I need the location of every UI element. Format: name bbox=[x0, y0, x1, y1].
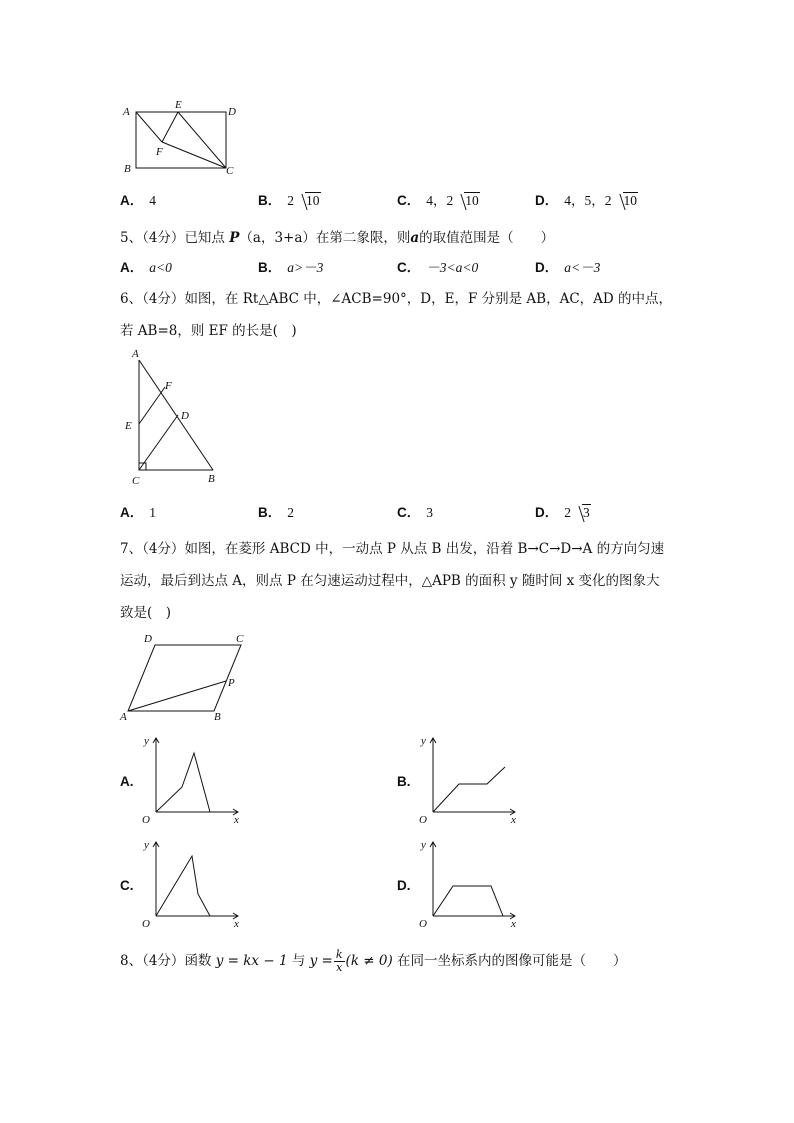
q4-option-a[interactable] bbox=[120, 192, 156, 210]
option-letter: B． bbox=[258, 505, 282, 520]
q4-label-A: A bbox=[123, 106, 130, 118]
option-letter: D． bbox=[535, 260, 559, 275]
q8-stem-c: 在同一坐标系内的图像可能是（ ） bbox=[397, 953, 627, 969]
q8-formula-inverse-lhs: y = bbox=[309, 953, 333, 969]
option-letter: D． bbox=[535, 193, 559, 208]
q6-line1: 如图，在 Rt△ABC 中，∠ACB=90°，D，E，F 分别是 AB，AC，AD 的中点， bbox=[184, 291, 673, 307]
q7-graph-a[interactable] bbox=[138, 732, 248, 824]
q8-stem-b: 与 bbox=[291, 953, 306, 969]
q5-stem-a: 已知点 bbox=[184, 230, 230, 246]
q5-var: a bbox=[410, 230, 420, 246]
q8-stem-a: 函数 bbox=[184, 953, 212, 969]
q6-line-CD bbox=[139, 415, 178, 470]
q6-label-D: D bbox=[181, 410, 189, 422]
q6-stem-line1 bbox=[120, 290, 672, 308]
q7-label-P: P bbox=[228, 677, 235, 689]
q5-stem bbox=[120, 229, 554, 247]
q5-coords: （a，3+a） bbox=[239, 230, 316, 246]
y-label: y bbox=[421, 735, 426, 747]
q7-graph-c[interactable] bbox=[138, 836, 248, 928]
q6-label-A: A bbox=[132, 348, 139, 360]
option-letter: C． bbox=[397, 193, 421, 208]
q7-number: 7、 bbox=[120, 541, 143, 557]
graph-curve bbox=[433, 886, 503, 916]
q6-label-C: C bbox=[132, 475, 140, 487]
q4-figure bbox=[118, 96, 248, 178]
radicand: 10 bbox=[306, 193, 320, 208]
q6-line-EF bbox=[139, 387, 165, 424]
option-text: a>－3 bbox=[287, 260, 324, 275]
sqrt-sign bbox=[296, 192, 321, 210]
option-letter: D． bbox=[535, 505, 559, 520]
option-letter: C． bbox=[397, 260, 421, 275]
y-label: y bbox=[421, 839, 426, 851]
q7-graph-a-letter[interactable]: A. bbox=[120, 774, 134, 789]
option-text: 4 bbox=[149, 193, 156, 208]
q4-label-F: F bbox=[156, 146, 163, 158]
q8-condition: (k ≠ 0) bbox=[345, 953, 393, 969]
option-letter: A． bbox=[120, 505, 144, 520]
q6-option-c[interactable] bbox=[397, 504, 433, 522]
q4-line-AC bbox=[136, 112, 226, 168]
option-prefix: 4，2 bbox=[426, 193, 454, 208]
radicand: 10 bbox=[465, 193, 479, 208]
q7-segment-AP bbox=[128, 681, 226, 711]
q7-line1: 如图，在菱形 ABCD 中，一动点 P 从点 B 出发，沿着 B→C→D→A 的方向匀速 bbox=[184, 541, 665, 557]
y-label: y bbox=[144, 839, 149, 851]
option-text: 3 bbox=[426, 505, 433, 520]
option-text: a<0 bbox=[149, 260, 172, 275]
q5-option-a[interactable] bbox=[120, 259, 172, 277]
q7-rhombus bbox=[128, 645, 241, 711]
q6-label-E: E bbox=[125, 420, 132, 432]
option-prefix: 4，5，2 bbox=[564, 193, 612, 208]
q8-stem bbox=[120, 947, 627, 975]
q5-point: P bbox=[229, 230, 240, 246]
x-label: x bbox=[511, 814, 516, 824]
q5-option-c[interactable] bbox=[397, 259, 478, 277]
q4-label-D: D bbox=[228, 106, 236, 118]
q4-option-d[interactable] bbox=[535, 192, 638, 210]
option-letter: B． bbox=[258, 193, 282, 208]
q4-option-c[interactable] bbox=[397, 192, 480, 210]
q5-option-d[interactable] bbox=[535, 259, 600, 277]
q7-label-A: A bbox=[120, 711, 127, 723]
q6-label-B: B bbox=[208, 473, 215, 485]
q7-points: （4分） bbox=[142, 541, 185, 557]
option-text: －3<a<0 bbox=[426, 260, 479, 275]
q4-line-EC bbox=[178, 112, 226, 168]
q4-label-C: C bbox=[226, 165, 234, 177]
q6-figure bbox=[120, 346, 230, 488]
q8-fraction bbox=[334, 949, 345, 974]
graph-curve bbox=[433, 767, 505, 812]
q8-fraction-denominator: x bbox=[336, 961, 343, 974]
q5-option-b[interactable] bbox=[258, 259, 323, 277]
origin-label: O bbox=[419, 918, 427, 928]
x-label: x bbox=[234, 814, 239, 824]
q7-graph-d[interactable] bbox=[415, 836, 525, 928]
origin-label: O bbox=[419, 814, 427, 824]
y-label: y bbox=[144, 735, 149, 747]
option-text: 2 bbox=[287, 505, 294, 520]
q4-line-AF bbox=[136, 112, 162, 142]
q4-option-b[interactable] bbox=[258, 192, 321, 210]
q7-graph-d-letter[interactable]: D. bbox=[397, 878, 411, 893]
q6-number: 6、 bbox=[120, 291, 143, 307]
q7-label-D: D bbox=[144, 633, 152, 645]
q6-stem-line2: 若 AB=8，则 EF 的长是( ) bbox=[120, 323, 297, 339]
q6-option-b[interactable] bbox=[258, 504, 294, 522]
sqrt-sign bbox=[614, 192, 639, 210]
q5-number: 5、 bbox=[120, 230, 143, 246]
q5-points: （4分） bbox=[142, 230, 185, 246]
graph-curve bbox=[156, 856, 210, 916]
x-label: x bbox=[234, 918, 239, 928]
option-letter: C． bbox=[397, 505, 421, 520]
q6-label-F: F bbox=[165, 380, 172, 392]
q7-graph-c-letter[interactable]: C. bbox=[120, 878, 134, 893]
q7-rhombus-figure bbox=[116, 628, 256, 726]
q7-graph-b[interactable] bbox=[415, 732, 525, 824]
q4-label-E: E bbox=[175, 99, 182, 111]
q7-stem-line1 bbox=[120, 540, 664, 558]
q8-points: （4分） bbox=[142, 953, 185, 969]
origin-label: O bbox=[142, 918, 150, 928]
radicand: 3 bbox=[583, 505, 590, 520]
q7-stem-line3: 致是( ) bbox=[120, 605, 172, 621]
option-letter: A． bbox=[120, 193, 144, 208]
option-text: a<－3 bbox=[564, 260, 601, 275]
radicand: 10 bbox=[623, 193, 637, 208]
option-text: 1 bbox=[149, 505, 156, 520]
graph-curve bbox=[156, 753, 210, 812]
option-prefix: 2 bbox=[287, 193, 294, 208]
x-label: x bbox=[511, 918, 516, 928]
q8-fraction-numerator: k bbox=[335, 948, 343, 961]
sqrt-sign bbox=[573, 504, 591, 522]
origin-label: O bbox=[142, 814, 150, 824]
option-letter: A． bbox=[120, 260, 144, 275]
q4-label-B: B bbox=[124, 163, 131, 175]
q7-label-C: C bbox=[236, 633, 244, 645]
q5-stem-c: 的取值范围是（ ） bbox=[419, 230, 555, 246]
q8-number: 8、 bbox=[120, 953, 143, 969]
q6-option-a[interactable] bbox=[120, 504, 156, 522]
q4-line-FC bbox=[162, 142, 226, 168]
q7-graph-b-letter[interactable]: B. bbox=[397, 774, 411, 789]
q6-option-d[interactable] bbox=[535, 504, 591, 522]
q7-stem-line2: 运动，最后到达点 A，则点 P 在匀速运动过程中，△APB 的面积 y 随时间 x 变化的图象大 bbox=[120, 573, 660, 589]
option-prefix: 2 bbox=[564, 505, 571, 520]
q4-line-EF bbox=[162, 112, 178, 142]
q8-formula-linear: y = kx − 1 bbox=[215, 953, 288, 969]
q6-points: （4分） bbox=[142, 291, 185, 307]
q5-stem-b: 在第二象限，则 bbox=[315, 230, 411, 246]
option-letter: B． bbox=[258, 260, 282, 275]
sqrt-sign bbox=[455, 192, 480, 210]
q7-label-B: B bbox=[214, 711, 221, 723]
